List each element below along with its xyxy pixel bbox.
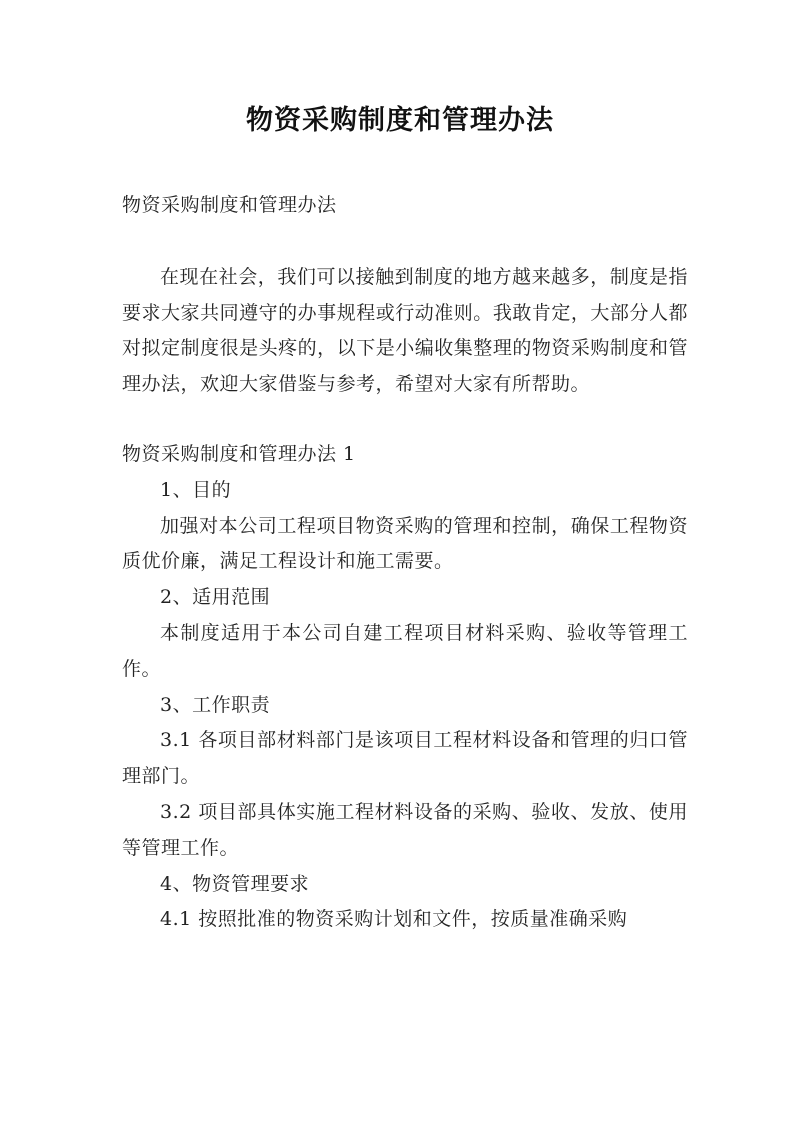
- item-paragraph-scope: 本制度适用于本公司自建工程项目材料采购、验收等管理工作。: [122, 621, 688, 680]
- section-heading: 物资采购制度和管理办法 1: [122, 442, 356, 465]
- item-heading-requirements: 4、物资管理要求: [160, 872, 310, 895]
- intro-paragraph: 在现在社会，我们可以接触到制度的地方越来越多，制度是指要求大家共同遵守的办事规程或行动准则。我敢肯定，大部分人都对拟定制度很是头疼的，以下是小编收集整理的物资采购制度和管理办法，欢迎大家借鉴与参考，希望对大家有所帮助。: [122, 265, 688, 396]
- item-paragraph-duty-3-2: 3.2 项目部具体实施工程材料设备的采购、验收、发放、使用等管理工作。: [122, 800, 688, 859]
- item-heading-purpose: 1、目的: [160, 478, 232, 501]
- document-title: 物资采购制度和管理办法: [246, 105, 554, 136]
- document-body: [122, 188, 688, 938]
- item-paragraph-purpose: 加强对本公司工程项目物资采购的管理和控制，确保工程物资质优价廉，满足工程设计和施工需要。: [122, 514, 688, 573]
- item-heading-duties: 3、工作职责: [160, 693, 271, 716]
- item-heading-scope: 2、适用范围: [160, 586, 271, 609]
- document-subtitle: 物资采购制度和管理办法: [122, 194, 337, 216]
- item-paragraph-requirement-4-1: 4.1 按照批准的物资采购计划和文件，按质量准确采购: [160, 908, 628, 931]
- item-paragraph-duty-3-1: 3.1 各项目部材料部门是该项目工程材料设备和管理的归口管理部门。: [122, 729, 688, 788]
